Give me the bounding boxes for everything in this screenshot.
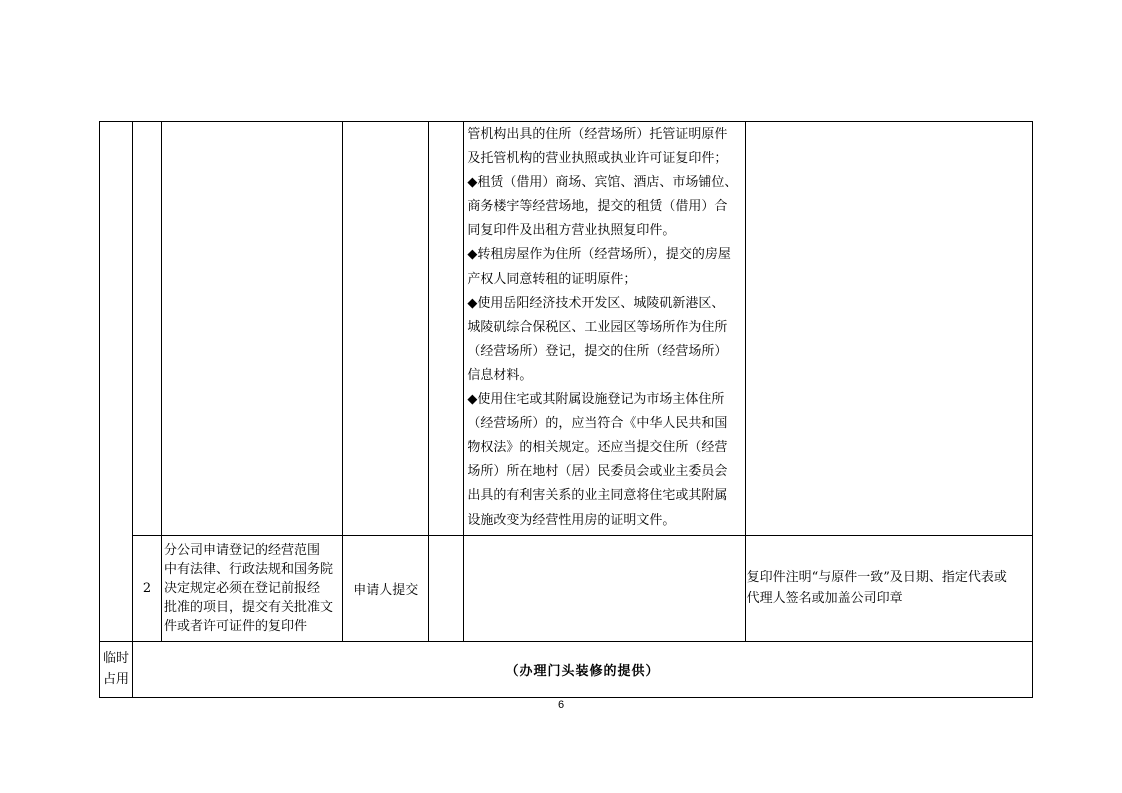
requirements-line: 及托管机构的营业执照或执业许可证复印件；: [467, 151, 728, 167]
item-description-cell: [162, 535, 343, 641]
table-row: [100, 122, 1033, 536]
copies-cell: [429, 535, 464, 641]
requirements-line: （经营场所）登记，提交的住所（经营场所）: [467, 343, 728, 359]
item-description: [162, 540, 342, 636]
side-label-line: 临时: [103, 651, 130, 667]
note-line: 复印件注明“与原件一致”及日期、指定代表或: [746, 570, 1007, 586]
item-line: 分公司申请登记的经营范围: [164, 543, 321, 559]
copies-cell: [429, 122, 464, 536]
table-row: [100, 535, 1033, 641]
side-label-line: 占用: [103, 672, 130, 688]
requirements-line: 出具的有利害关系的业主同意将住宅或其附属: [467, 488, 728, 504]
submitter-cell: [343, 122, 429, 536]
number-cell: [133, 122, 162, 536]
section-title: （办理门头装修的提供）: [133, 641, 1033, 697]
side-label: [100, 641, 133, 697]
item-number: 2: [133, 535, 162, 641]
requirements-cell: [464, 122, 745, 536]
note-cell: [745, 535, 1032, 641]
table-row: [100, 641, 1033, 697]
submitter: 申请人提交: [343, 535, 429, 641]
requirements-line: 场所）所在地村（居）民委员会或业主委员会: [467, 464, 728, 480]
item-line: 批准的项目，提交有关批准文: [164, 600, 334, 616]
requirements-line: （经营场所）的，应当符合《中华人民共和国: [467, 416, 728, 432]
requirements-line: ◆转租房屋作为住所（经营场所），提交的房屋: [467, 247, 731, 263]
requirements-line: 管机构出具的住所（经营场所）托管证明原件: [467, 127, 728, 142]
requirements-line: 物权法》的相关规定。还应当提交住所（经营: [467, 440, 728, 456]
requirements-line: ◆使用住宅或其附属设施登记为市场主体住所: [467, 392, 725, 408]
note-line: 代理人签名或加盖公司印章: [746, 591, 903, 607]
requirements-line: 信息材料。: [467, 367, 533, 383]
materials-table: [99, 121, 1033, 698]
requirements-line: 城陵矶综合保税区、工业园区等场所作为住所: [467, 319, 728, 335]
requirements-line: ◆租赁（借用）商场、宾馆、酒店、市场铺位、: [467, 175, 738, 191]
requirements-line: 设施改变为经营性用房的证明文件。: [467, 512, 676, 528]
note-text: [746, 567, 1032, 609]
item-line: 中有法律、行政法规和国务院: [164, 562, 334, 578]
requirements-text: [464, 122, 744, 535]
item-line: 件或者许可证件的复印件: [164, 619, 308, 635]
requirements-cell: [464, 535, 745, 641]
page-number: 6: [557, 699, 565, 711]
item-line: 决定规定必须在登记前报经: [164, 581, 321, 597]
requirements-line: 商务楼宇等经营场地，提交的租赁（借用）合: [467, 199, 728, 215]
requirements-line: 同复印件及出租方营业执照复印件。: [467, 223, 676, 239]
category-cell: [100, 122, 133, 642]
requirements-line: 产权人同意转租的证明原件；: [467, 271, 637, 287]
note-cell: [745, 122, 1032, 536]
item-cell: [162, 122, 343, 536]
requirements-line: ◆使用岳阳经济技术开发区、城陵矶新港区、: [467, 295, 725, 311]
